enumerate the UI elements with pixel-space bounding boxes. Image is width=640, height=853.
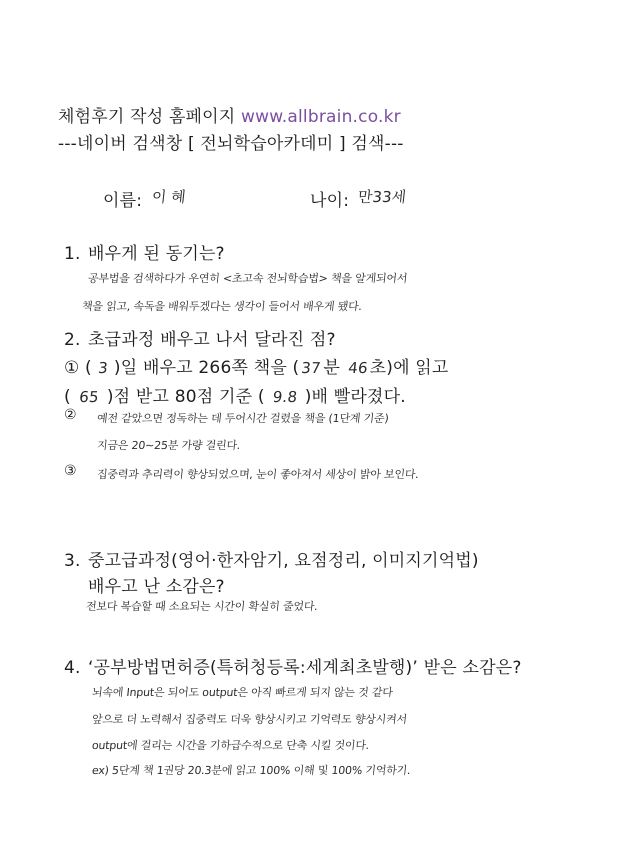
homepage-url[interactable]: www.allbrain.co.kr [241,107,401,127]
answer-4-line-3: output에 걸리는 시간을 기하급수적으로 단축 시킬 것이다. [91,739,370,752]
question-4 [64,653,522,678]
question-3-text-1: 중고급과정(영어·한자암기, 요점정리, 이미지기억법) [88,551,479,571]
question-2-number: 2. [64,330,81,350]
name-value: 이 혜 [151,188,187,206]
answer-1-line-1: 공부법을 검색하다가 우연히 <초고속 전뇌학습법> 책을 알게되어서 [87,272,408,285]
question-3 [64,546,479,571]
question-3-text-2: 배우고 난 소감은? [88,577,225,597]
days-value: 3 [97,359,109,377]
question-1 [64,239,225,264]
q2-item-1-row-2: ( 65 )점 받고 80점 기준 ( 9.8 )배 빨라졌다. [64,387,406,407]
name-label: 이름: [103,191,143,211]
question-1-text: 배우게 된 동기는? [88,244,225,264]
q2-item-2-line-2: 지금은 20~25분 가량 걸린다. [96,439,241,452]
question-2 [64,325,336,350]
answer-4-line-4: ex) 5단계 책 1권당 20.3분에 읽고 100% 이해 및 100% 기억하기. [91,764,412,777]
question-4-text: ‘공부방법면허증(특허청등록:세계최초발행)’ 받은 소감은? [88,658,522,678]
age-label: 나이: [310,191,350,211]
times-value: 9.8 [271,388,298,406]
question-3-number: 3. [64,551,81,571]
question-4-number: 4. [64,658,81,678]
age-value: 만33세 [357,188,407,206]
header-line-2: ---네이버 검색창 [ 전뇌학습아카데미 ] 검색--- [58,134,404,154]
answer-4-line-1: 뇌속에 Input은 되어도 output은 아직 빠르게 되지 않는 것 같다 [91,686,394,699]
score-value: 65 [78,388,100,406]
q2-item-3-line: 집중력과 추리력이 향상되었으며, 눈이 좋아져서 세상이 밝아 보인다. [96,468,420,481]
minutes-value: 37 [300,359,323,377]
header-line-1 [58,102,401,127]
seconds-value: 46 [346,359,369,377]
item-marker-2: ② [64,407,77,423]
question-2-text: 초급과정 배우고 나서 달라진 점? [88,330,336,350]
answer-4-line-2: 앞으로 더 노력해서 집중력도 더욱 향상시키고 기억력도 향상시켜서 [91,713,408,726]
question-1-number: 1. [64,244,81,264]
item-marker-1: ① [64,358,80,378]
answer-3: 전보다 복습할 때 소요되는 시간이 확실히 줄었다. [85,600,319,613]
answer-1-line-2: 책을 읽고, 속독을 배워두겠다는 생각이 들어서 배우게 됐다. [81,300,363,313]
item-marker-3: ③ [64,463,77,479]
q2-item-2-line-1: 예전 같았으면 정독하는 데 두어시간 걸렸을 책을 (1단계 기준) [96,412,390,425]
header-text: 체험후기 작성 홈페이지 [58,107,242,127]
q2-item-1-row-1: ① ( 3 )일 배우고 266쪽 책을 (37분 46초)에 읽고 [64,358,449,378]
